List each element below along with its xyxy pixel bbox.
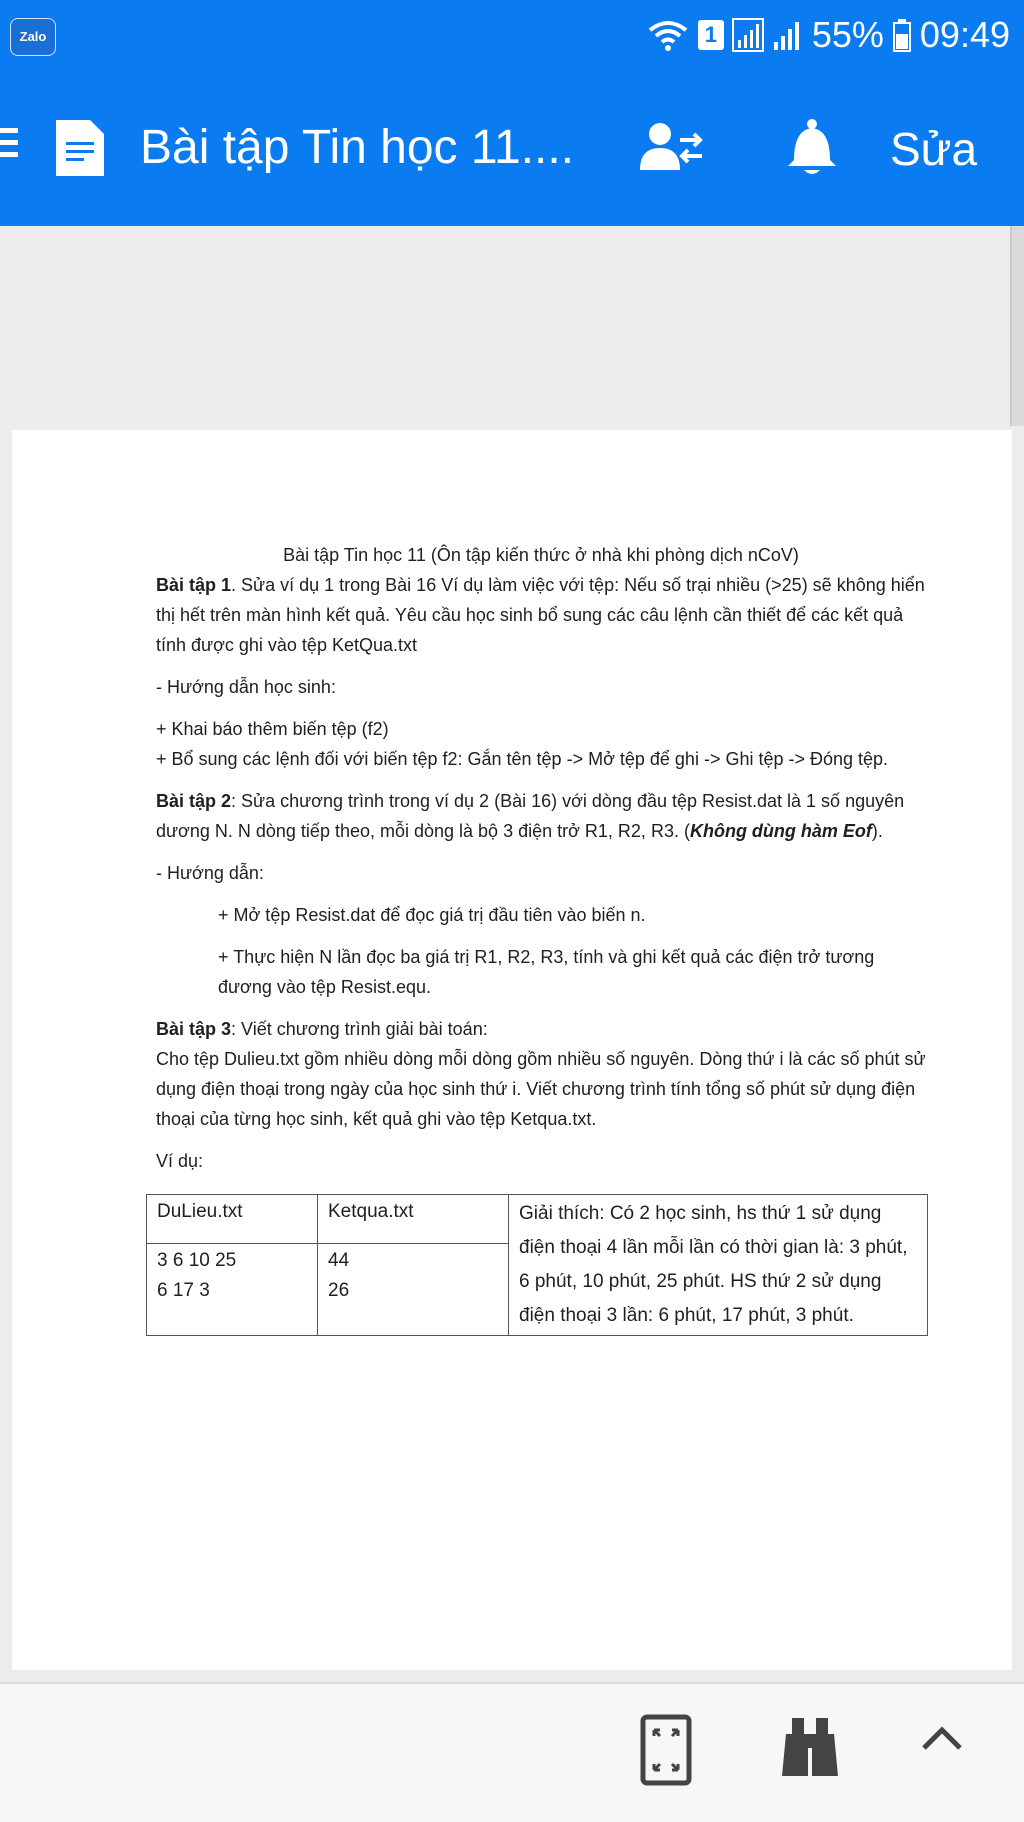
status-indicators (646, 12, 1010, 58)
exercise-1-label: Bài tập 1 (156, 575, 232, 595)
example-label: Ví dụ: (156, 1151, 204, 1171)
viewer-scrollbar[interactable] (1010, 226, 1024, 426)
table-output-row: 44 (328, 1250, 350, 1272)
example-table (146, 1194, 928, 1336)
exercise-3-label: Bài tập 3 (156, 1019, 232, 1039)
binoculars-icon[interactable] (778, 1714, 842, 1778)
table-row (147, 1195, 928, 1244)
table-input-row: 6 17 3 (157, 1280, 210, 1302)
document-content (156, 540, 926, 1336)
guide-1-title: - Hướng dẫn học sinh: (156, 677, 336, 697)
wifi-icon (646, 18, 690, 52)
guide-2-title: - Hướng dẫn: (156, 863, 264, 883)
exercise-3-body: Cho tệp Dulieu.txt gồm nhiều dòng mỗi dòng gồm nhiều số nguyên. Dòng thứ i là các số phút sử dụng điện thoại trong ngày của học sinh thứ i. Viết chương trình tính tổng số phút sử dụng điện thoại của từng học sinh, kết quả ghi vào tệp Ketqua.txt. (156, 1049, 926, 1129)
zalo-app-icon: Zalo (10, 18, 56, 56)
fit-screen-icon[interactable] (640, 1714, 692, 1786)
guide-1-step-b: + Bổ sung các lệnh đối với biến tệp f2: Gắn tên tệp -> Mở tệp để ghi -> Ghi tệp -> Đóng tệp. (156, 749, 889, 769)
table-header-output: Ketqua.txt (318, 1195, 509, 1244)
table-header-input: DuLieu.txt (147, 1195, 318, 1244)
members-swap-icon[interactable] (640, 120, 706, 176)
table-input-cell (147, 1244, 318, 1336)
exercise-2-end: ). (871, 821, 883, 841)
clock: 09:49 (919, 14, 1010, 55)
sim-indicator: 1 (698, 20, 724, 50)
edit-button[interactable]: Sửa (890, 123, 978, 175)
status-bar (0, 0, 1024, 70)
bottom-toolbar (0, 1682, 1024, 1822)
bell-icon[interactable] (784, 118, 840, 178)
table-explanation: Giải thích: Có 2 học sinh, hs thứ 1 sử dụng điện thoại 4 lần mỗi lần có thời gian là: 3 phút, 6 phút, 10 phút, 25 phút. HS thứ 2 sử dụng điện thoại 3 lần: 6 phút, 17 phút, 3 phút. (509, 1195, 928, 1336)
battery-icon (892, 18, 912, 52)
signal-sim2-icon (772, 18, 804, 52)
exercise-1 (156, 570, 926, 660)
table-output-row: 26 (328, 1280, 350, 1302)
battery-percent: 55% (811, 14, 884, 55)
table-output-cell (318, 1244, 509, 1336)
chevron-up-icon[interactable] (920, 1722, 964, 1752)
exercise-3-text: : Viết chương trình giải bài toán: (231, 1019, 488, 1039)
document-title: Bài tập Tin học 11.... (140, 121, 575, 174)
signal-sim1-icon (732, 18, 764, 52)
menu-icon[interactable] (0, 126, 20, 160)
document-icon (54, 118, 106, 178)
exercise-2-italic: Không dùng hàm Eof (689, 821, 872, 841)
table-input-row: 3 6 10 25 (157, 1250, 237, 1272)
guide-2-step-b: + Thực hiện N lần đọc ba giá trị R1, R2, R3, tính và ghi kết quả các điện trở tương đương vào tệp Resist.equ. (218, 947, 875, 997)
exercise-1-text: . Sửa ví dụ 1 trong Bài 16 Ví dụ làm việc với tệp: Nếu số trại nhiều (>25) sẽ không hiển thị hết trên màn hình kết quả. Yêu cầu học sinh bổ sung các câu lệnh cần thiết để các kết quả tính được ghi vào tệp KetQua.txt (156, 575, 925, 655)
document-heading: Bài tập Tin học 11 (Ôn tập kiến thức ở nhà khi phòng dịch nCoV) (283, 545, 799, 565)
exercise-2-label: Bài tập 2 (156, 791, 232, 811)
guide-1-step-a: + Khai báo thêm biến tệp (f2) (156, 719, 389, 739)
guide-2-step-a: + Mở tệp Resist.dat để đọc giá trị đầu tiên vào biến n. (218, 905, 646, 925)
app-toolbar (0, 70, 1024, 226)
exercise-2 (156, 786, 926, 846)
exercise-3 (156, 1014, 926, 1044)
exercise-2-text: : Sửa chương trình trong ví dụ 2 (Bài 16) với dòng đầu tệp Resist.dat là 1 số nguyên dương N. N dòng tiếp theo, mỗi dòng là bộ 3 điện trở R1, R2, R3. ( (156, 791, 905, 841)
